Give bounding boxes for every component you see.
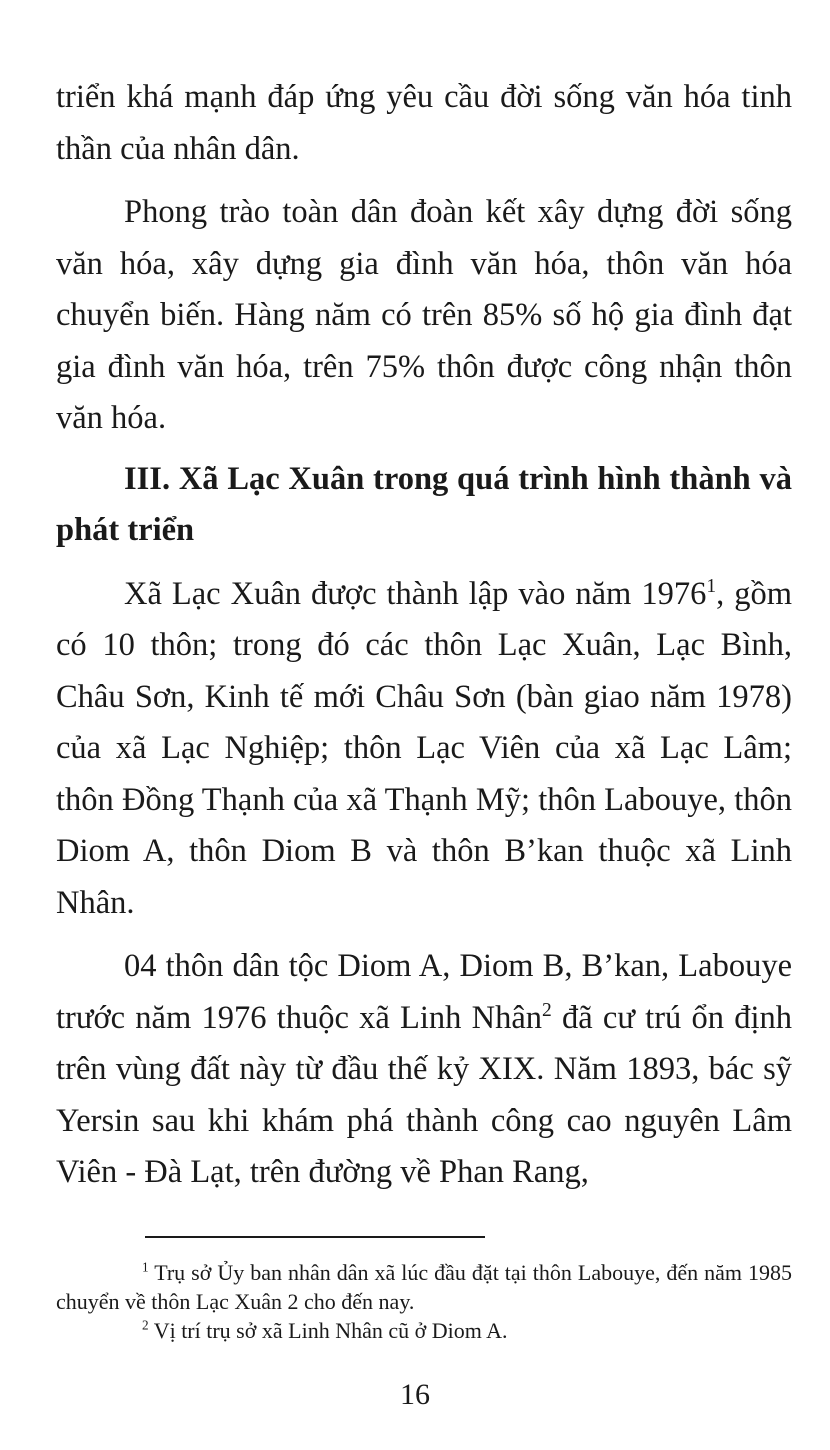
paragraph-ethnic-villages-text-a: 04 thôn dân tộc Diom A, Diom B, B’kan, Labouye trước năm 1976 thuộc xã Linh Nhân: [56, 948, 792, 1036]
section-heading: III. Xã Lạc Xuân trong quá trình hình thành và phát triển: [56, 460, 792, 548]
paragraph-commune-founding: [56, 569, 792, 930]
footnote-2-text: Vị trí trụ sở xã Linh Nhân cũ ở Diom A.: [148, 1318, 508, 1343]
footnote-1-mark: 1: [142, 1259, 149, 1275]
page-number: 16: [400, 1378, 430, 1411]
paragraph-continuation: triển khá mạnh đáp ứng yêu cầu đời sống văn hóa tinh thần của nhân dân.: [56, 79, 792, 167]
footnotes: [56, 1258, 792, 1345]
paragraph-commune-founding-text-a: Xã Lạc Xuân được thành lập vào năm 1976: [124, 575, 707, 612]
paragraph-ethnic-villages-text-b: đã cư trú ổn định trên vùng đất này từ đầu thế kỷ XIX. Năm 1893, bác sỹ Yersin sau khi khám phá thành công cao nguyên Lâm Viên - Đà Lạt, trên đường về Phan Rang,: [56, 999, 792, 1190]
paragraph-commune-founding-text-b: , gồm có 10 thôn; trong đó các thôn Lạc Xuân, Lạc Bình, Châu Sơn, Kinh tế mới Châu Sơn (bàn giao năm 1978) của xã Lạc Nghiệp; thôn Lạc Viên của xã Lạc Lâm; thôn Đồng Thạnh của xã Thạnh Mỹ; thôn Labouye, thôn Diom A, thôn Diom B và thôn B’kan thuộc xã Linh Nhân.: [56, 575, 792, 921]
footnote-ref-1: 1: [706, 575, 717, 597]
page-body: [56, 72, 792, 1199]
footnote-1-text: Trụ sở Ủy ban nhân dân xã lúc đầu đặt tại thôn Labouye, đến năm 1985 chuyển về thôn Lạc Xuân 2 cho đến nay.: [56, 1260, 792, 1314]
footnote-separator: [145, 1236, 485, 1238]
footnote-2-mark: 2: [142, 1317, 149, 1333]
footnote-1: [56, 1258, 792, 1316]
footnote-ref-2: 2: [542, 999, 552, 1021]
footnote-2: [56, 1316, 792, 1345]
paragraph-cultural-movement: Phong trào toàn dân đoàn kết xây dựng đời sống văn hóa, xây dựng gia đình văn hóa, thôn văn hóa chuyển biến. Hàng năm có trên 85% số hộ gia đình đạt gia đình văn hóa, trên 75% thôn được công nhận thôn văn hóa.: [56, 194, 792, 436]
paragraph-ethnic-villages: [56, 941, 792, 1199]
